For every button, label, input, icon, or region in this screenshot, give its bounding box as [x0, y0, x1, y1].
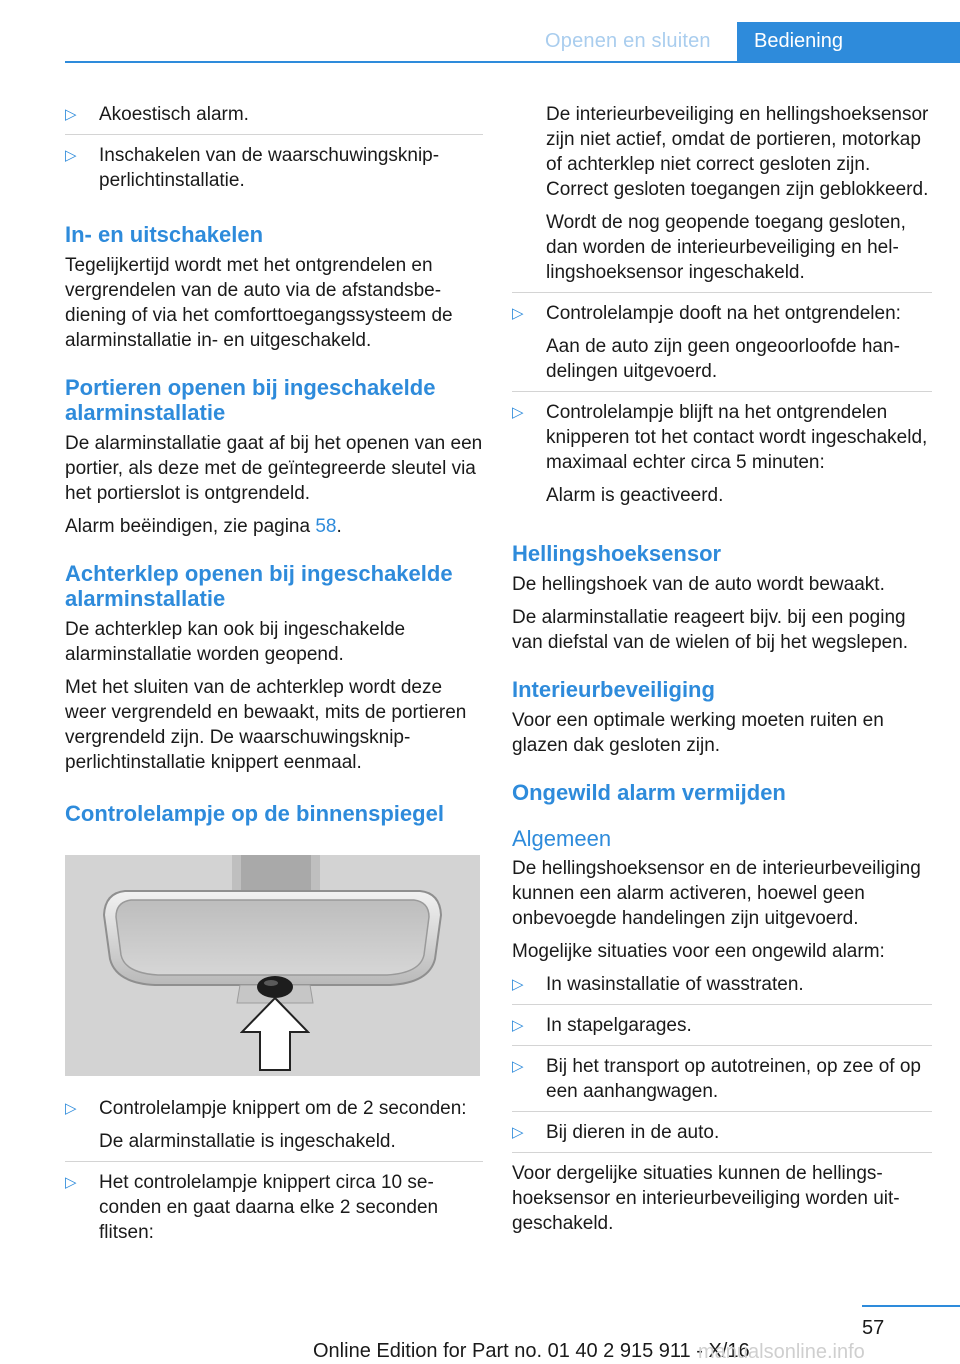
paragraph: Voor dergelijke situaties kunnen de hellingshoeksensor en interieurbeveiliging worden uitgeschakeld. — [512, 1163, 900, 1234]
list-item: ▷ In wasinstallatie of wasstraten. — [512, 972, 932, 1005]
triangle-right-icon: ▷ — [65, 1174, 77, 1191]
paragraph: De interieurbeveiliging en hellingshoeksensor zijn niet actief, omdat de portieren, motorkap of achterklep niet correct gesloten zijn. Correct gesloten toegangen zijn geblokkeerd. — [546, 104, 929, 200]
header-rule — [65, 61, 960, 63]
page-number: 57 — [862, 1317, 885, 1339]
triangle-right-icon: ▷ — [512, 1017, 524, 1034]
heading-controlelampje: Controlelampje op de binnenspiegel — [65, 801, 444, 826]
paragraph: Tegelijkertijd wordt met het ontgrendelen en vergrendelen van de auto via de afstandsbediening of via het comforttoegangssysteem de alarminstallatie in- en uitgeschakeld. — [65, 255, 453, 351]
page-reference: Alarm beëindigen, zie pagina 58. — [65, 516, 342, 537]
triangle-right-icon: ▷ — [512, 1058, 524, 1075]
heading-achterklep-openen: Achterklep openen bij ingeschakelde alarminstallatie — [65, 561, 453, 611]
heading-ongewild-alarm: Ongewild alarm vermijden — [512, 780, 786, 805]
divider — [512, 292, 932, 293]
paragraph: Met het sluiten van de achterklep wordt deze weer vergrendeld en bewaakt, mits de portieren vergrendeld zijn. De waarschuwingsknipperlichtinstallatie knippert eenmaal. — [65, 677, 467, 773]
triangle-right-icon: ▷ — [512, 404, 524, 421]
triangle-right-icon: ▷ — [65, 106, 77, 123]
header-section-title: Openen en sluiten — [545, 30, 711, 52]
triangle-right-icon: ▷ — [512, 976, 524, 993]
watermark: manualsonline.info — [698, 1341, 865, 1363]
footer-edition: Online Edition for Part no. 01 40 2 915 911 - X/16 — [313, 1340, 750, 1362]
paragraph: Voor een optimale werking moeten ruiten en glazen dak gesloten zijn. — [512, 710, 884, 756]
triangle-right-icon: ▷ — [65, 147, 77, 164]
paragraph: De hellingshoek van de auto wordt bewaakt. — [512, 574, 885, 595]
arrow-up-icon — [240, 996, 310, 1072]
heading-portieren-openen: Portieren openen bij ingeschakelde alarminstallatie — [65, 375, 436, 425]
triangle-right-icon: ▷ — [512, 305, 524, 322]
heading-in-uitschakelen: In- en uitschakelen — [65, 222, 264, 247]
page-link[interactable]: 58 — [315, 516, 337, 537]
triangle-right-icon: ▷ — [512, 1124, 524, 1141]
situations-list — [512, 972, 932, 1153]
paragraph: Wordt de nog geopende toegang gesloten, dan worden de interieurbeveiliging en hellingshoeksensor ingeschakeld. — [546, 212, 906, 283]
mirror-illustration — [65, 855, 480, 1076]
list-item: ▷ Akoestisch alarm. — [65, 102, 483, 135]
heading-interieurbeveiliging: Interieurbeveiliging — [512, 677, 715, 702]
left-column — [65, 102, 483, 1260]
header-chapter-tab: Bediening — [737, 22, 960, 62]
bullet-continuation — [512, 102, 932, 285]
alarm-actions-list — [65, 102, 483, 200]
heading-algemeen: Algemeen — [512, 826, 612, 851]
list-item: ▷ Controlelampje blijft na het ontgrendelen knipperen tot het contact wordt ingeschakeld, maximaal echter circa 5 minuten: Alarm is geactiveerd. — [512, 402, 928, 506]
triangle-right-icon: ▷ — [65, 1100, 77, 1117]
list-item: ▷ Bij het transport op autotreinen, op zee of op een aanhangwagen. — [512, 1054, 932, 1112]
paragraph: De alarminstallatie gaat af bij het openen van een portier, als deze met de geïntegreerde sleutel via het portierslot is ontgrendeld. — [65, 433, 483, 504]
paragraph: De alarminstallatie reageert bijv. bij een poging van diefstal van de wielen of bij het wegslepen. — [512, 607, 909, 653]
list-item: ▷ Het controlelampje knippert circa 10 seconden en gaat daarna elke 2 seconden flitsen: — [65, 1172, 439, 1243]
lamp-behaviour-list — [65, 1096, 483, 1252]
right-column — [512, 102, 932, 1244]
lamp-status-list — [512, 301, 932, 515]
list-item: ▷ Controlelampje dooft na het ontgrendelen: Aan de auto zijn geen ongeoorloofde handelingen uitgevoerd. — [512, 301, 932, 392]
footer-rule — [862, 1305, 960, 1307]
list-item: ▷ In stapelgarages. — [512, 1013, 932, 1046]
list-item: ▷ Controlelampje knippert om de 2 seconden: De alarminstallatie is ingeschakeld. — [65, 1096, 483, 1162]
list-item: ▷ Inschakelen van de waarschuwingsknipperlichtinstallatie. — [65, 145, 440, 191]
paragraph: De achterklep kan ook bij ingeschakelde alarminstallatie worden geopend. — [65, 619, 406, 665]
paragraph: De hellingshoeksensor en de interieurbeveiliging kunnen een alarm activeren, hoewel geen onbevoegde handelingen zijn uitgevoerd. — [512, 858, 921, 929]
heading-hellingshoeksensor: Hellingshoeksensor — [512, 541, 722, 566]
list-item: ▷ Bij dieren in de auto. — [512, 1120, 932, 1153]
paragraph: Mogelijke situaties voor een ongewild alarm: — [512, 941, 885, 962]
